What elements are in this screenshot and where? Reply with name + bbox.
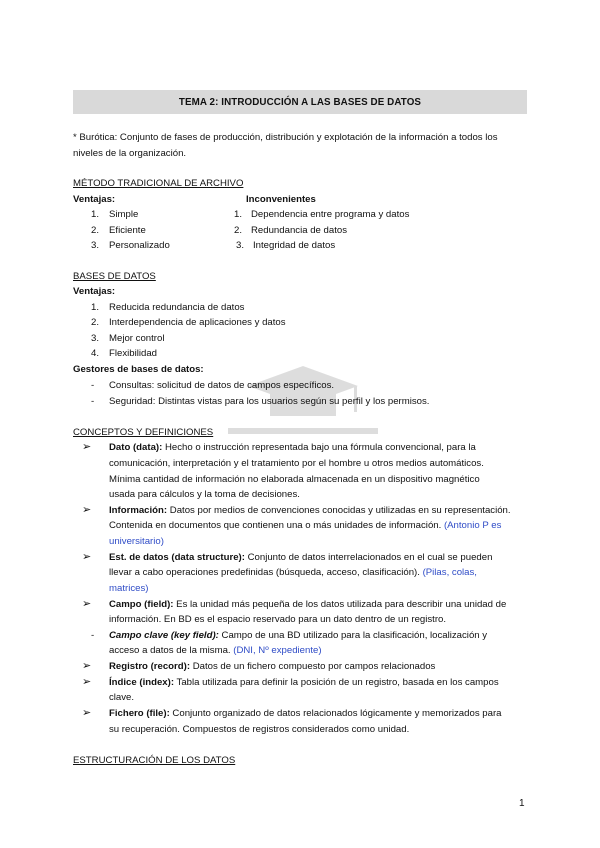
section-heading-estructuracion: ESTRUCTURACIÓN DE LOS DATOS	[73, 755, 236, 766]
list-item: Eficiente	[109, 225, 146, 236]
example-text: (Antonio P es	[443, 520, 502, 531]
definition-indice	[109, 676, 499, 689]
list-item: Interdependencia de aplicaciones y datos	[109, 317, 286, 328]
list-item: Reducida redundancia de datos	[109, 302, 245, 313]
definition-fichero	[109, 707, 501, 720]
definition-text: Datos por medios de convenciones conocidas y utilizadas en su representación.	[167, 505, 511, 516]
list-item: Dependencia entre programa y datos	[251, 209, 410, 220]
definition-campo-clave	[109, 629, 487, 642]
term: Índice (index):	[109, 677, 175, 688]
definition-line: clave.	[109, 692, 135, 703]
list-item: Integridad de datos	[253, 240, 336, 251]
definition-line	[109, 519, 501, 532]
list-number: 3.	[91, 240, 100, 251]
list-item: Seguridad: Distintas vistas para los usuarios según su perfil y los permisos.	[109, 396, 430, 407]
term: Est. de datos (data structure):	[109, 552, 245, 563]
list-number: 2.	[91, 317, 100, 328]
dash-bullet: -	[91, 396, 95, 407]
definition-text: acceso a datos de la misma.	[109, 645, 234, 656]
list-number: 2.	[234, 225, 243, 236]
definition-line: Mínima cantidad de información no elaborada almacenada en un dispositivo magnético	[109, 474, 480, 485]
definition-line: comunicación, interpretación y el tratamiento por el hombre u otros medios automáticos.	[109, 458, 484, 469]
definition-estructura	[109, 551, 492, 564]
dash-bullet: -	[91, 380, 95, 391]
intro-line-2: niveles de la organización.	[73, 148, 187, 159]
example-text: (DNI, Nº expediente)	[233, 645, 322, 656]
definition-text: Datos de un fichero compuesto por campos relacionados	[190, 661, 436, 672]
arrow-bullet-icon: ➢	[82, 676, 92, 688]
definition-line: usada para cálculos y la toma de decisiones.	[109, 489, 300, 500]
definition-campo	[109, 598, 506, 611]
arrow-bullet-icon: ➢	[82, 707, 92, 719]
example-text: (Pilas, colas,	[422, 567, 477, 578]
term: Fichero (file):	[109, 708, 170, 719]
definition-line	[109, 566, 477, 579]
list-item: Flexibilidad	[109, 348, 157, 359]
metodo-inconvenientes-label: Inconvenientes	[246, 194, 316, 205]
gestores-label: Gestores de bases de datos:	[73, 364, 204, 375]
arrow-bullet-icon: ➢	[82, 598, 92, 610]
section-heading-bases: BASES DE DATOS	[73, 271, 156, 282]
definition-text: Conjunto organizado de datos relacionados lógicamente y memorizados para	[169, 708, 502, 719]
definition-line: su recuperación. Compuestos de registros considerados como unidad.	[109, 724, 410, 735]
list-number: 3.	[91, 333, 100, 344]
term: Información:	[109, 505, 168, 516]
list-item: Redundancia de datos	[251, 225, 348, 236]
section-heading-metodo: MÉTODO TRADICIONAL DE ARCHIVO	[73, 178, 244, 189]
section-heading-conceptos: CONCEPTOS Y DEFINICIONES	[73, 427, 214, 438]
definition-text: llevar a cabo operaciones predefinidas (búsqueda, acceso, clasificación).	[109, 567, 423, 578]
definition-text: Conjunto de datos interrelacionados en el cual se pueden	[244, 552, 493, 563]
definition-line: información. En BD es el espacio reservado para un dato dentro de un registro.	[109, 614, 447, 625]
bases-ventajas-label: Ventajas:	[73, 286, 116, 297]
arrow-bullet-icon: ➢	[82, 660, 92, 672]
definition-registro	[109, 660, 435, 673]
metodo-ventajas-label: Ventajas:	[73, 194, 116, 205]
list-item: Simple	[109, 209, 139, 220]
arrow-bullet-icon: ➢	[82, 551, 92, 563]
definition-dato	[109, 441, 476, 454]
term: Campo clave (key field):	[109, 630, 219, 641]
intro-line-1: * Burótica: Conjunto de fases de producción, distribución y explotación de la información a todos los	[73, 132, 498, 143]
list-number: 3.	[236, 240, 245, 251]
list-number: 1.	[234, 209, 243, 220]
definition-informacion	[109, 504, 511, 517]
page-title: TEMA 2: INTRODUCCIÓN A LAS BASES DE DATOS	[73, 90, 527, 114]
list-number: 4.	[91, 348, 100, 359]
definition-text: Contenida en documentos que contienen una o más unidades de información.	[109, 520, 444, 531]
definition-text: Tabla utilizada para definir la posición de un registro, basada en los campos	[174, 677, 499, 688]
list-number: 1.	[91, 302, 100, 313]
definition-text: Es la unidad más pequeña de los datos utilizada para describir una unidad de	[173, 599, 507, 610]
list-number: 2.	[91, 225, 100, 236]
list-item: Personalizado	[109, 240, 170, 251]
term: Dato (data):	[109, 442, 163, 453]
arrow-bullet-icon: ➢	[82, 504, 92, 516]
example-text: universitario)	[109, 536, 164, 547]
list-item: Mejor control	[109, 333, 165, 344]
list-item: Consultas: solicitud de datos de campos específicos.	[109, 380, 335, 391]
arrow-bullet-icon: ➢	[82, 441, 92, 453]
dash-bullet: -	[91, 630, 95, 641]
definition-text: Hecho o instrucción representada bajo una fórmula convencional, para la	[162, 442, 476, 453]
definition-text: Campo de una BD utilizado para la clasificación, localización y	[218, 630, 488, 641]
example-text: matrices)	[109, 583, 149, 594]
term: Registro (record):	[109, 661, 191, 672]
page-number: 1	[519, 798, 525, 809]
list-number: 1.	[91, 209, 100, 220]
definition-line	[109, 644, 322, 657]
term: Campo (field):	[109, 599, 174, 610]
